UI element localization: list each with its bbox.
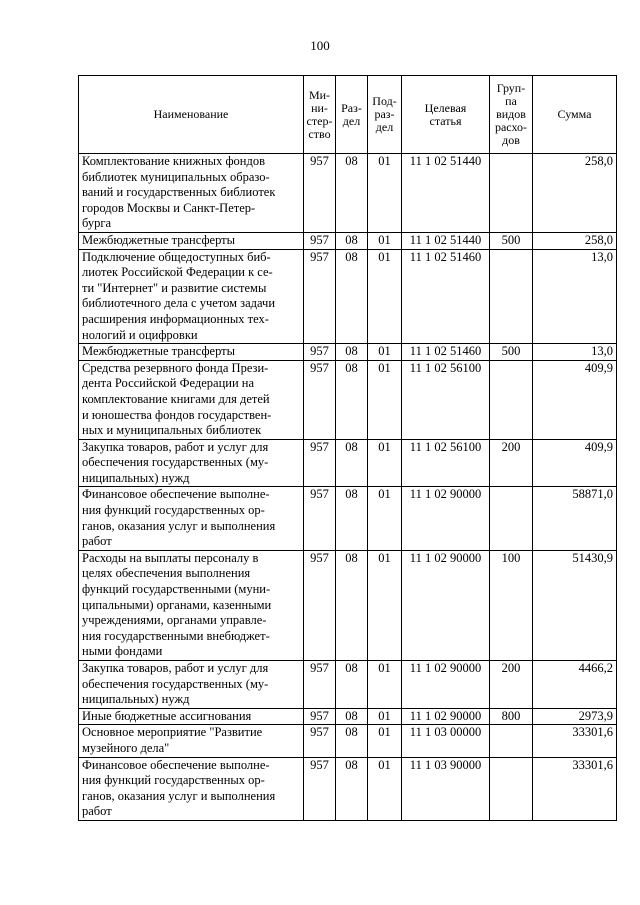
- cell-section: 08: [336, 249, 368, 344]
- cell-group: 100: [490, 550, 533, 660]
- cell-sum: 58871,0: [533, 487, 617, 550]
- cell-sum: 51430,9: [533, 550, 617, 660]
- table-row: [79, 154, 617, 233]
- cell-target: 11 1 02 90000: [402, 708, 490, 725]
- cell-group: [490, 757, 533, 820]
- cell-ministry: 957: [304, 154, 336, 233]
- cell-ministry: 957: [304, 487, 336, 550]
- header-section: Раз- дел: [336, 76, 368, 154]
- header-group: Груп- па видов расхо- дов: [490, 76, 533, 154]
- cell-ministry: 957: [304, 661, 336, 709]
- cell-group: [490, 154, 533, 233]
- cell-subsection: 01: [368, 708, 402, 725]
- cell-name: Средства резервного фонда Прези- дента Российской Федерации на комплектование книгами для детей и юношества фондов государствен- ных и муниципальных библиотек: [79, 360, 304, 439]
- table-row: [79, 360, 617, 439]
- header-ministry: Ми- ни- стер- ство: [304, 76, 336, 154]
- cell-name: Подключение общедоступных биб- лиотек Российской Федерации к се- ти "Интернет" и развитие системы библиотечного дела с учетом задачи расширения информационных тех- нологий и оцифровки: [79, 249, 304, 344]
- cell-ministry: 957: [304, 757, 336, 820]
- cell-group: [490, 360, 533, 439]
- cell-subsection: 01: [368, 344, 402, 361]
- header-target: Целевая статья: [402, 76, 490, 154]
- table-row: [79, 249, 617, 344]
- cell-group: 800: [490, 708, 533, 725]
- cell-name: Комплектование книжных фондов библиотек муниципальных образо- ваний и государственных библиотек городов Москвы и Санкт-Петер- бурга: [79, 154, 304, 233]
- cell-section: 08: [336, 154, 368, 233]
- cell-group: 500: [490, 344, 533, 361]
- cell-ministry: 957: [304, 360, 336, 439]
- table-row: [79, 232, 617, 249]
- cell-ministry: 957: [304, 439, 336, 487]
- cell-name: Закупка товаров, работ и услуг для обеспечения государственных (му- ниципальных) нужд: [79, 439, 304, 487]
- cell-sum: 258,0: [533, 154, 617, 233]
- cell-ministry: 957: [304, 249, 336, 344]
- cell-target: 11 1 02 51440: [402, 154, 490, 233]
- cell-subsection: 01: [368, 249, 402, 344]
- table-row: [79, 661, 617, 709]
- table-row: [79, 344, 617, 361]
- cell-name: Расходы на выплаты персоналу в целях обеспечения выполнения функций государственными (муни- ципальными) органами, казенными учреждениями, органами управле- ния государственными внебюджет- ными фондами: [79, 550, 304, 660]
- cell-name: Межбюджетные трансферты: [79, 344, 304, 361]
- cell-name: Межбюджетные трансферты: [79, 232, 304, 249]
- cell-section: 08: [336, 708, 368, 725]
- page-number: 100: [310, 38, 330, 53]
- cell-target: 11 1 02 56100: [402, 360, 490, 439]
- cell-subsection: 01: [368, 232, 402, 249]
- cell-sum: 409,9: [533, 439, 617, 487]
- cell-ministry: 957: [304, 232, 336, 249]
- cell-section: 08: [336, 232, 368, 249]
- cell-sum: 2973,9: [533, 708, 617, 725]
- cell-target: 11 1 02 51460: [402, 249, 490, 344]
- cell-name: Иные бюджетные ассигнования: [79, 708, 304, 725]
- cell-subsection: 01: [368, 757, 402, 820]
- cell-ministry: 957: [304, 344, 336, 361]
- table-row: [79, 708, 617, 725]
- cell-group: 200: [490, 661, 533, 709]
- table-row: [79, 757, 617, 820]
- table-row: [79, 487, 617, 550]
- cell-group: 200: [490, 439, 533, 487]
- cell-group: 500: [490, 232, 533, 249]
- cell-target: 11 1 02 90000: [402, 487, 490, 550]
- cell-section: 08: [336, 661, 368, 709]
- cell-name: Финансовое обеспечение выполне- ния функций государственных ор- ганов, оказания услуг и выполнения работ: [79, 757, 304, 820]
- cell-target: 11 1 02 56100: [402, 439, 490, 487]
- cell-section: 08: [336, 725, 368, 757]
- cell-subsection: 01: [368, 550, 402, 660]
- cell-subsection: 01: [368, 439, 402, 487]
- cell-subsection: 01: [368, 154, 402, 233]
- cell-sum: 13,0: [533, 344, 617, 361]
- cell-subsection: 01: [368, 487, 402, 550]
- cell-sum: 33301,6: [533, 757, 617, 820]
- cell-subsection: 01: [368, 661, 402, 709]
- cell-section: 08: [336, 550, 368, 660]
- header-subsection: Под- раз- дел: [368, 76, 402, 154]
- cell-ministry: 957: [304, 725, 336, 757]
- table-row: [79, 550, 617, 660]
- cell-group: [490, 249, 533, 344]
- cell-sum: 409,9: [533, 360, 617, 439]
- cell-sum: 13,0: [533, 249, 617, 344]
- header-row: [79, 76, 617, 154]
- cell-sum: 258,0: [533, 232, 617, 249]
- cell-group: [490, 487, 533, 550]
- cell-section: 08: [336, 360, 368, 439]
- cell-group: [490, 725, 533, 757]
- cell-section: 08: [336, 344, 368, 361]
- cell-target: 11 1 02 51440: [402, 232, 490, 249]
- cell-section: 08: [336, 439, 368, 487]
- table-row: [79, 439, 617, 487]
- cell-target: 11 1 02 90000: [402, 661, 490, 709]
- header-sum: Сумма: [533, 76, 617, 154]
- budget-table: [78, 75, 617, 821]
- cell-name: Закупка товаров, работ и услуг для обеспечения государственных (му- ниципальных) нужд: [79, 661, 304, 709]
- cell-target: 11 1 02 90000: [402, 550, 490, 660]
- header-name: Наименование: [79, 76, 304, 154]
- cell-section: 08: [336, 487, 368, 550]
- cell-subsection: 01: [368, 725, 402, 757]
- cell-ministry: 957: [304, 708, 336, 725]
- cell-target: 11 1 03 90000: [402, 757, 490, 820]
- cell-name: Основное мероприятие "Развитие музейного дела": [79, 725, 304, 757]
- cell-section: 08: [336, 757, 368, 820]
- cell-sum: 33301,6: [533, 725, 617, 757]
- cell-target: 11 1 02 51460: [402, 344, 490, 361]
- cell-name: Финансовое обеспечение выполне- ния функций государственных ор- ганов, оказания услуг и выполнения работ: [79, 487, 304, 550]
- cell-target: 11 1 03 00000: [402, 725, 490, 757]
- cell-ministry: 957: [304, 550, 336, 660]
- table-row: [79, 725, 617, 757]
- cell-subsection: 01: [368, 360, 402, 439]
- cell-sum: 4466,2: [533, 661, 617, 709]
